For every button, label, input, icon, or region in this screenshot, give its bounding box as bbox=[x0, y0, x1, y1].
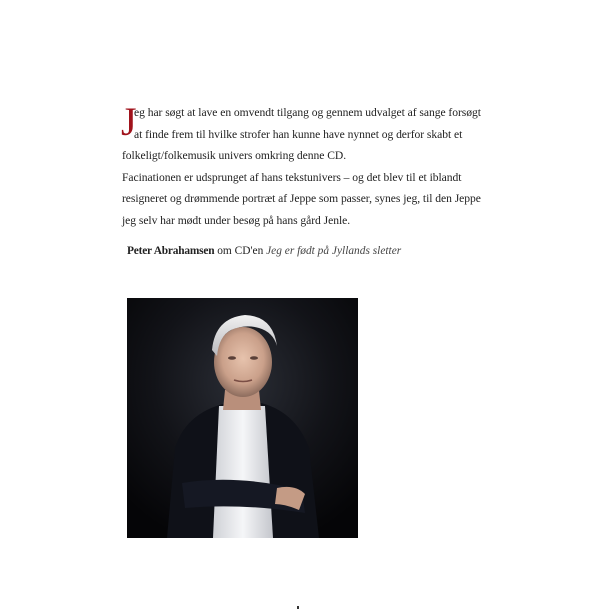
credit-connector: om CD'en bbox=[214, 245, 267, 257]
album-title: Jeg er født på Jyllands sletter bbox=[266, 245, 402, 257]
author-name: Peter Abrahamsen bbox=[127, 245, 215, 257]
quote-line-3: folkeligt/folkemusik univers omkring denne CD. bbox=[122, 149, 347, 162]
quote-line-6: jeg selv har mødt under besøg på hans gård Jenle. bbox=[122, 213, 351, 227]
quote-block bbox=[121, 99, 482, 231]
quote-credit bbox=[127, 245, 401, 257]
quote-line-4: Facinationen er udsprunget af hans tekstunivers – og det blev til et iblandt bbox=[122, 170, 462, 184]
quote-line-1: eg har søgt at lave en omvendt tilgang og gennem udvalget af sange forsøgt bbox=[134, 106, 481, 119]
portrait-photo bbox=[127, 298, 358, 538]
dropcap-letter: J bbox=[121, 99, 137, 144]
quote-line-2: at finde frem til hvilke strofer han kunne have nynnet og derfor skabt et bbox=[134, 127, 463, 141]
quote-line-5: resigneret og drømmende portræt af Jeppe som passer, synes jeg, til den Jeppe bbox=[122, 192, 481, 205]
page-marker bbox=[297, 606, 299, 609]
portrait-illustration bbox=[127, 298, 358, 538]
